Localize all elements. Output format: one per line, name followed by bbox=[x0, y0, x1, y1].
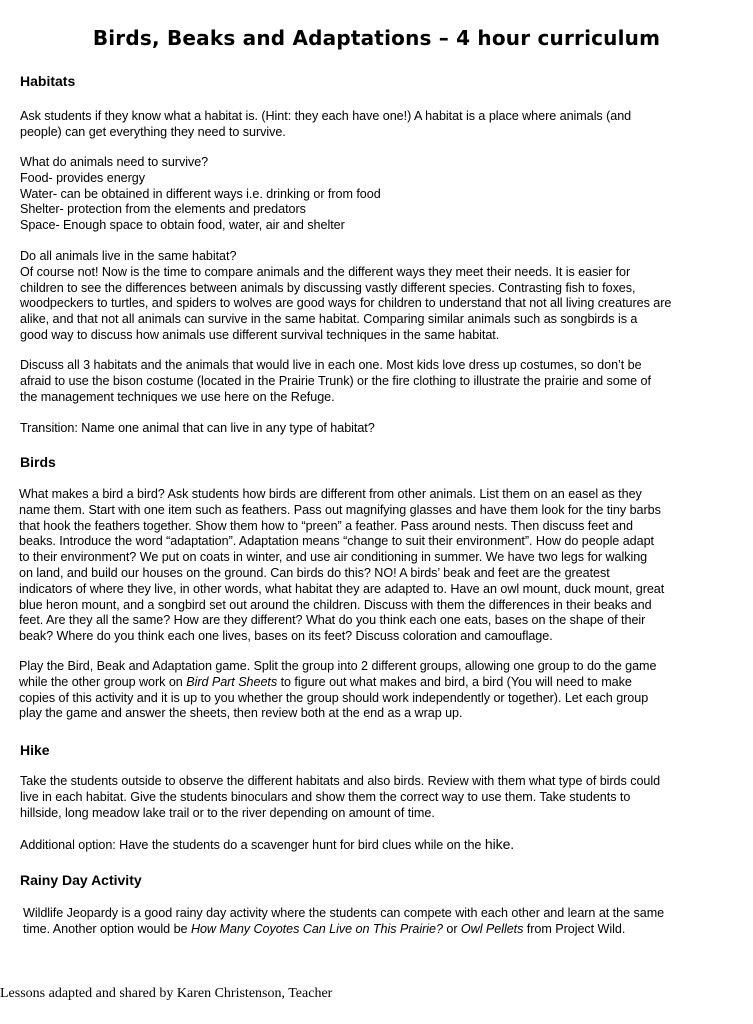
footer-credit: Lessons adapted and shared by Karen Christenson, Teacher bbox=[0, 986, 333, 1001]
birds-paragraph: What makes a bird a bird? Ask students how birds are different from other animals. List them on an easel as they name them. Start with one item such as feathers. Pass out magnifying glasses and have them look for the tiny barbs that hook the feathers together. Show them how to “preen” a feather. Pass around nests. Then discuss feet and beaks. Introduce the word “adaptation”. Adaptation means “change to suit their environment”. How do people adapt to their environment? We put on coats in winter, and use air conditioning in summer. We have two legs for walking on land, and build our houses on the ground. Can birds do this? NO! A birds’ beak and feet are the greatest indicators of where they live, in other words, what habitat they are adapted to. Have an owl mount, duck mount, great blue heron mount, and a songbird set out around the children. Discuss with them the differences in their beaks and feet. Are they all the same? How are they different? What do you think each one eats, bases on the shape of their beak? Where do you think each one lives, bases on its feet? Discuss coloration and camouflage. bbox=[19, 487, 665, 644]
section-heading-hike: Hike bbox=[20, 742, 50, 758]
hike-additional-option: Additional option: Have the students do a scavenger hunt for bird clues while on the hike. bbox=[20, 836, 515, 852]
hike-paragraph: Take the students outside to observe the different habitats and also birds. Review with them what type of birds could live in each habitat. Give the students binoculars and show them the correct way to use them. Take students to hillside, long meadow lake trail or to the river depending on amount of time. bbox=[20, 774, 661, 820]
section-heading-rainy-day: Rainy Day Activity bbox=[20, 872, 142, 888]
owl-pellets-activity-title: Owl Pellets bbox=[460, 921, 524, 936]
bird-part-sheets-title: Bird Part Sheets bbox=[186, 674, 278, 689]
habitats-transition: Transition: Name one animal that can live in any type of habitat? bbox=[20, 421, 375, 435]
rainy-day-paragraph: Wildlife Jeopardy is a good rainy day activity where the students can compete with each other and learn at the same time. Another option would be How Many Coyotes Can Live on This Prairie? or Owl Pellets from Project Wild. bbox=[23, 906, 665, 936]
habitats-discuss: Discuss all 3 habitats and the animals that would live in each one. Most kids love dress up costumes, so don’t be afraid to use the bison costume (located in the Prairie Trunk) or the fire clothing to illustrate the prairie and some of the management techniques we use here on the Refuge. bbox=[20, 358, 651, 404]
habitats-needs-list: What do animals need to survive? Food- provides energy Water- can be obtained in different ways i.e. drinking or from food Shelter- protection from the elements and predators Space- Enough space to obtain food, water, air and shelter bbox=[20, 155, 381, 233]
page-title: Birds, Beaks and Adaptations – 4 hour curriculum bbox=[92, 26, 661, 50]
habitats-intro: Ask students if they know what a habitat is. (Hint: they each have one!) A habitat is a place where animals (and people) can get everything they need to survive. bbox=[20, 109, 632, 139]
birds-game-paragraph: Play the Bird, Beak and Adaptation game. Split the group into 2 different groups, allowing one group to do the game while the other group work on Bird Part Sheets to figure out what makes and bird, a bird (You will need to make copies of this activity and it is up to you whether the group should work independently or together). Let each group play the game and answer the sheets, then review both at the end as a wrap up. bbox=[19, 659, 657, 721]
section-heading-birds: Birds bbox=[20, 454, 56, 470]
section-heading-habitats: Habitats bbox=[20, 73, 76, 89]
habitats-compare: Do all animals live in the same habitat? Of course not! Now is the time to compare animals and the different ways they meet their needs. It is easier for children to see the differences between animals by discussing vastly different species. Contrasting fish to foxes, woodpeckers to turtles, and spiders to wolves are good ways for children to understand that not all living creatures are alike, and that not all animals can survive in the same habitat. Comparing similar animals such as songbirds is a good way to discuss how animals use different survival techniques in the same habitat. bbox=[20, 249, 672, 342]
coyotes-activity-title: How Many Coyotes Can Live on This Prairie? bbox=[190, 921, 443, 936]
